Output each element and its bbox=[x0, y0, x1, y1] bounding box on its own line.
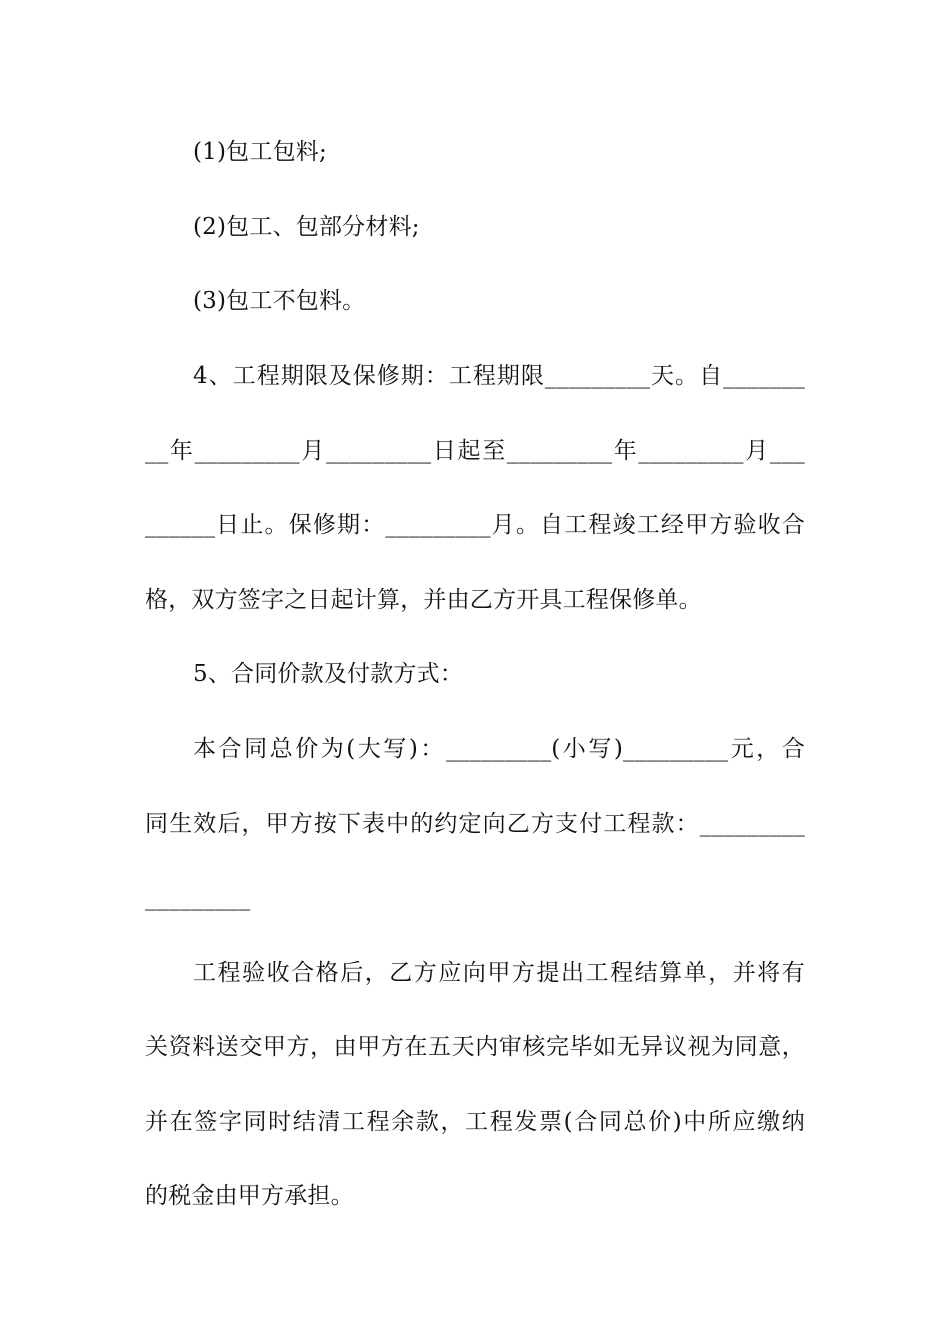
section-4-line-3: ______日止。保修期：_________月。自工程竣工经甲方验收合 bbox=[145, 512, 805, 538]
settlement-paragraph-line-4: 的税金由甲方承担。 bbox=[145, 1183, 354, 1209]
settlement-paragraph-line-1: 工程验收合格后，乙方应向甲方提出工程结算单，并将有 bbox=[193, 960, 805, 986]
section-5-blank-line: _________ bbox=[145, 885, 251, 911]
section-5-heading: 5、合同价款及付款方式： bbox=[193, 661, 464, 687]
settlement-paragraph-line-2: 关资料送交甲方，由甲方在五天内审核完毕如无异议视为同意， bbox=[145, 1034, 805, 1060]
section-5-line-2: 同生效后，甲方按下表中的约定向乙方支付工程款：_________ bbox=[145, 811, 805, 837]
section-4-line-2: __年_________月_________日起至_________年_________月___ bbox=[145, 438, 805, 464]
clause-item-3: (3)包工不包料。 bbox=[193, 288, 366, 314]
clause-item-2: (2)包工、包部分材料; bbox=[193, 214, 420, 240]
section-5-line-1: 本合同总价为(大写)：_________(小写)_________元，合 bbox=[193, 736, 805, 762]
settlement-paragraph-line-3: 并在签字同时结清工程余款，工程发票(合同总价)中所应缴纳 bbox=[145, 1109, 805, 1135]
clause-item-1: (1)包工包料; bbox=[193, 139, 327, 165]
section-4-line-4: 格，双方签字之日起计算，并由乙方开具工程保修单。 bbox=[145, 587, 702, 613]
section-4-heading-line: 4、工程期限及保修期：工程期限_________天。自_______ bbox=[193, 363, 805, 389]
